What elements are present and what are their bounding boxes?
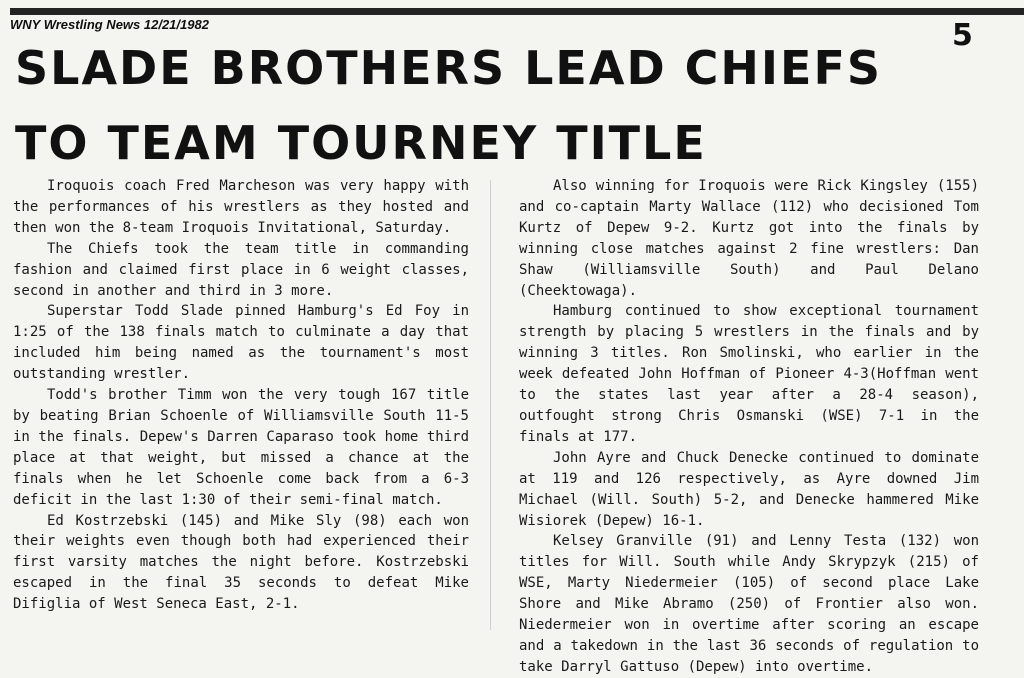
article-column-left — [13, 176, 469, 615]
article-paragraph: Todd's brother Timm won the very tough 167 title by beating Brian Schoenle of Williamsville South 11-5 in the finals. Depew's Darren Caparaso took home third place at that weight, but missed a chance at the finals when he let Schoenle come back from a 6-3 deficit in the last 1:30 of their semi-final match. — [13, 387, 469, 508]
article-paragraph: Ed Kostrzebski (145) and Mike Sly (98) each won their weights even though both had experienced their first varsity matches the night before. Kostrzebski escaped in the final 35 seconds to defeat Mike Difiglia of West Seneca East, 2-1. — [13, 512, 469, 613]
article-column-right — [519, 176, 979, 678]
article-paragraph: Kelsey Granville (91) and Lenny Testa (132) won titles for Will. South while Andy Skrypzyk (215) of WSE, Marty Niedermeier (105) of second place Lake Shore and Mike Abramo (250) of Frontier also won. Niedermeier won in overtime after scoring an escape and a takedown in the last 36 seconds of regulation to take Darryl Gattuso (Depew) into overtime. — [519, 533, 979, 675]
headline-line-2: TO TEAM TOURNEY TITLE — [15, 116, 707, 170]
column-divider — [490, 180, 491, 630]
article-paragraph: The Chiefs took the team title in commanding fashion and claimed first place in 6 weight classes, second in another and third in 3 more. — [13, 240, 469, 299]
headline-line-1: SLADE BROTHERS LEAD CHIEFS — [15, 41, 882, 95]
article-paragraph: Iroquois coach Fred Marcheson was very happy with the performances of his wrestlers as they hosted and then won the 8-team Iroquois Invitational, Saturday. — [13, 178, 469, 236]
top-rule — [10, 8, 1024, 15]
article-paragraph: John Ayre and Chuck Denecke continued to dominate at 119 and 126 respectively, as Ayre downed Jim Michael (Will. South) 5-2, and Denecke hammered Mike Wisiorek (Depew) 16-1. — [519, 449, 979, 529]
article-paragraph: Hamburg continued to show exceptional tournament strength by placing 5 wrestlers in the finals and by winning 3 titles. Ron Smolinski, who earlier in the week defeated John Hoffman of Pioneer 4-3(Hoffman went to the states last year after a 28-4 season), outfought strong Chris Osmanski (WSE) 7-1 in the finals at 177. — [519, 303, 979, 445]
masthead: WNY Wrestling News 12/21/1982 — [10, 17, 209, 32]
page-number: 5 — [952, 18, 973, 53]
article-paragraph: Superstar Todd Slade pinned Hamburg's Ed Foy in 1:25 of the 138 finals match to culminate a day that included him being named as the tournament's most outstanding wrestler. — [13, 303, 469, 383]
article-paragraph: Also winning for Iroquois were Rick Kingsley (155) and co-captain Marty Wallace (112) who decisioned Tom Kurtz of Depew 9-2. Kurtz got into the finals by winning close matches against 2 fine wrestlers: Dan Shaw (Williamsville South) and Paul Delano (Cheektowaga). — [519, 178, 979, 299]
